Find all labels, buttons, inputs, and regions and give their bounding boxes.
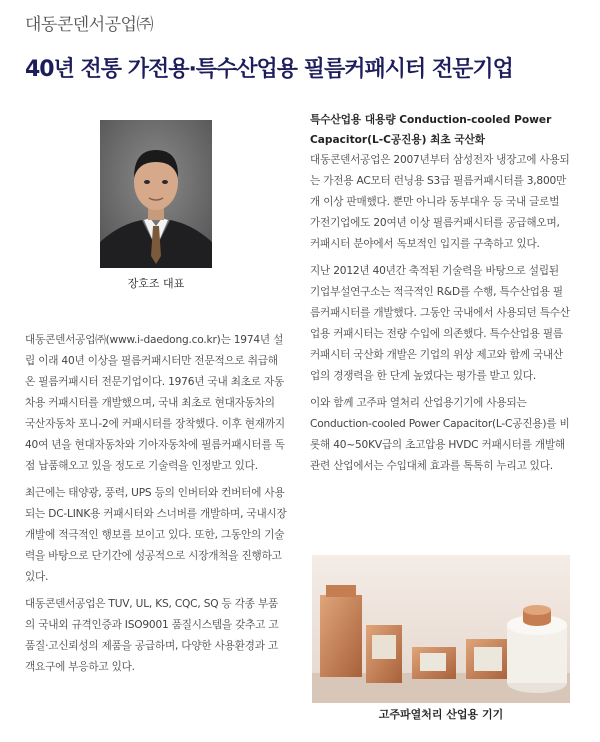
left-paragraph-3: 대동콘덴서공업은 TUV, UL, KS, CQC, SQ 등 각종 부품의 국내외 규격인증과 ISO9001 품질시스템을 갖추고 고품질·고신뢰성의 제품을 공급하며, 다양한 사용환경과 고객요구에 부응하고 있다. [25, 598, 279, 673]
product-photo [312, 555, 570, 703]
product-photo-caption: 고주파열처리 산업용 기기 [378, 708, 504, 721]
company-name: 대동콘덴서공업㈜ [25, 15, 153, 35]
right-paragraph-3: 이와 함께 고주파 열처리 산업용기기에 사용되는 Conduction-cooled Power Capacitor(L-C공진용)를 비롯해 40~50KV급의 초고압용 HVDC 커패시터를 개발해 관련 산업에서는 수입대체 효과를 톡톡히 누리고 있다. [310, 397, 570, 472]
left-paragraph-1: 대동콘덴서공업㈜(www.i-daedong.co.kr)는 1974년 설립 이래 40년 이상을 필름커패시터만 전문적으로 취급해온 필름커패시터 전문기업이다. 1976년 국내 최초로 자동차용 커패시터를 개발했으며, 국내 최초로 현대자동차의 국산자동차 포니-2에 커패시터를 장착했다. 이후 현재까지 40여 년을 현대자동차와 기아자동차에 필름커패시터를 독점 납품해오고 있을 정도로 기술력을 인정받고 있다. [25, 334, 285, 472]
ceo-photo [100, 120, 212, 268]
section-subtitle: 특수산업용 대용량 Conduction-cooled Power Capacitor(L-C공진용) 최초 국산화 [310, 114, 552, 146]
right-paragraph-2: 지난 2012년 40년간 축적된 기술력을 바탕으로 설립된 기업부설연구소는 적극적인 R&D를 수행, 특수산업용 필름커패시터를 개발했다. 그동안 국내에서 사용되던 특수산업용 커패시터는 전량 수입에 의존했다. 특수산업용 필름커패시터 국산화 개발은 기업의 위상 제고와 함께 국내산업의 경쟁력을 한 단계 높였다는 평가를 받고 있다. [310, 265, 570, 382]
left-paragraph-2: 최근에는 태양광, 풍력, UPS 등의 인버터와 컨버터에 사용되는 DC-LINK용 커패시터와 스너버를 개발하며, 국내시장 개발에 적극적인 행보를 보이고 있다. 또한, 그동안의 기술력을 바탕으로 단기간에 성공적으로 시장개척을 진행하고 있다. [25, 487, 287, 583]
right-article-column [310, 110, 570, 483]
ceo-photo-caption: 장호조 대표 [127, 277, 185, 290]
left-article-column [25, 330, 287, 684]
capacitor-products-illustration [312, 555, 570, 703]
ceo-portrait-illustration [100, 120, 212, 268]
page-headline: 40년 전통 가전용·특수산업용 필름커패시터 전문기업 [25, 57, 513, 82]
right-paragraph-1: 대동콘덴서공업은 2007년부터 삼성전자 냉장고에 사용되는 가전용 AC모터 런닝용 S3급 필름커패시터를 3,800만개 이상 판매했다. 뿐만 아니라 동부대우 등 국내 글로벌 가전기업에도 20여년 이상 필름커패시터를 공급해오며, 커패시터 분야에서 독보적인 입지를 구축하고 있다. [310, 154, 570, 250]
